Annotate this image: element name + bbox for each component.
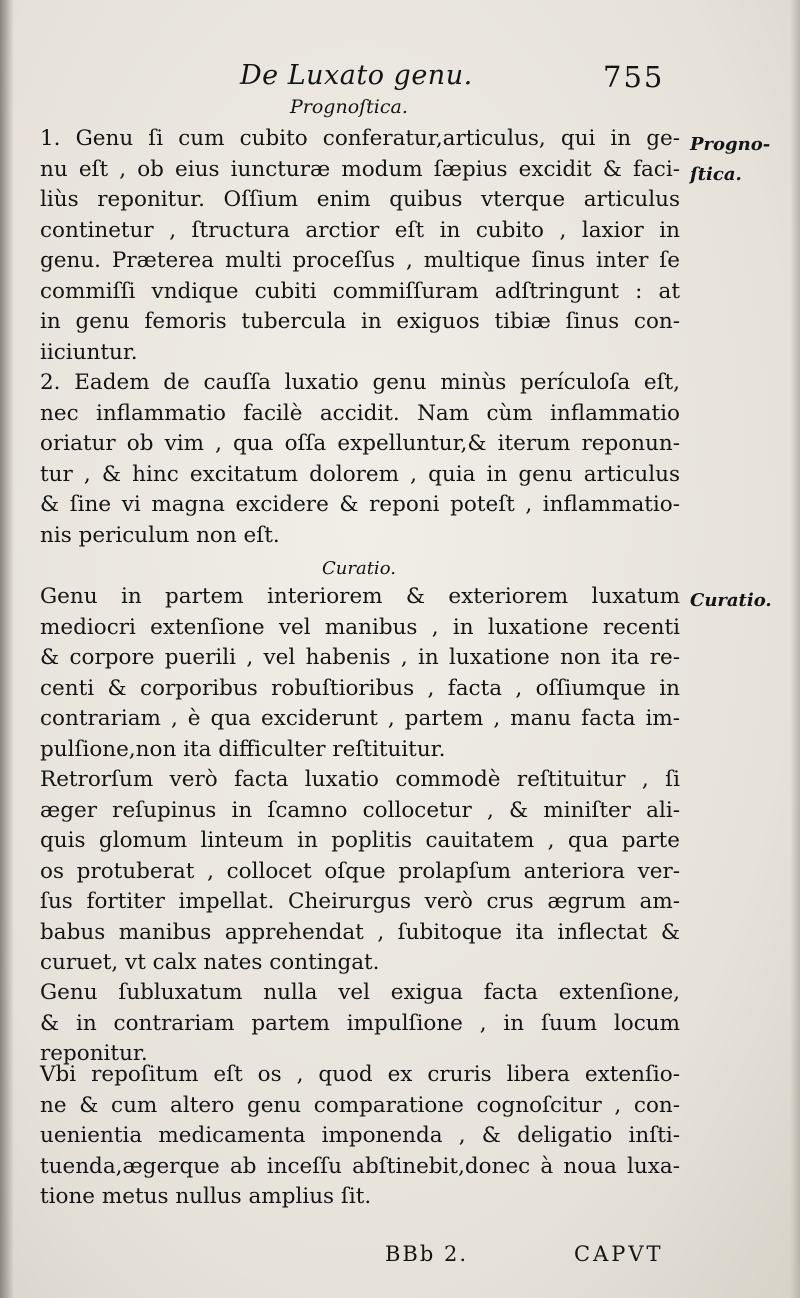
signature-mark: BBb 2. <box>385 1242 469 1266</box>
paragraph-4 <box>40 765 680 979</box>
margin-note-line: Progno- <box>690 134 771 155</box>
text-line: ſus fortiter impellat. Cheirurgus verò crus ægrum am- <box>40 889 680 914</box>
running-title: De Luxato genu. <box>240 60 473 91</box>
margin-note-line: Curatio. <box>690 590 772 611</box>
text-line: tur , & hinc excitatum dolorem , quia in genu articulus <box>40 461 680 487</box>
text-line: ne & cum altero genu comparatione cognoſcitur , con- <box>40 1092 680 1118</box>
text-line: centi & corporibus robuſtioribus , facta , oſſiumque in <box>40 675 680 701</box>
text-line: quis glomum linteum in poplitis cauitatem , qua parte <box>40 828 680 853</box>
paragraph-3 <box>40 582 680 765</box>
paragraph-2 <box>40 368 680 551</box>
margin-note-line: ſtica. <box>690 164 742 185</box>
text-line: nu eſt , ob eius iuncturæ modum ſæpius excidit & faci- <box>40 156 680 182</box>
text-line: liùs reponitur. Oſſium enim quibus vterque articulus <box>40 187 680 212</box>
text-line: & ſine vi magna excidere & reponi poteſt , inflammatio- <box>40 492 680 517</box>
section-heading-prognostica: Prognoſtica. <box>290 96 408 118</box>
text-line: tuenda,ægerque ab inceſſu abſtinebit,donec à noua luxa- <box>40 1153 680 1179</box>
text-line: Vbi repoſitum eſt os , quod ex cruris libera extenſio- <box>40 1062 680 1087</box>
text-line: & corpore puerili , vel habenis , in luxatione non ita re- <box>40 645 680 670</box>
margin-note-prognostica <box>690 130 798 190</box>
text-line: contrariam , è qua exciderunt , partem , manu facta im- <box>40 706 680 731</box>
text-line: & in contrariam partem impulſione , in ſuum locum <box>40 1010 680 1036</box>
page-edge-shadow <box>790 0 800 1298</box>
page-gutter-shadow <box>0 0 14 1298</box>
text-line: tione metus nullus amplius ſit. <box>40 1184 372 1209</box>
text-line: commiſſi vndique cubiti commiſſuram adſtringunt : at <box>40 278 680 304</box>
section-heading-curatio: Curatio. <box>322 558 396 579</box>
text-line: Genu ſubluxatum nulla vel exigua facta extenſione, <box>40 980 680 1005</box>
text-line: genu. Præterea multi proceſſus , multique ſinus inter ſe <box>40 248 680 273</box>
text-line: continetur , ſtructura arctior eſt in cubito , laxior in <box>40 217 680 243</box>
paragraph-6 <box>40 1060 680 1213</box>
text-line: oriatur ob vim , qua oſſa expelluntur,& iterum reponun- <box>40 431 680 456</box>
text-line: æger reſupinus in ſcamno collocetur , & miniſter ali- <box>40 797 680 823</box>
text-line: reponitur. <box>40 1041 148 1066</box>
text-line: curuet, vt calx nates contingat. <box>40 950 380 975</box>
paragraph-1 <box>40 124 680 368</box>
text-line: mediocri extenſione vel manibus , in luxatione recenti <box>40 614 680 640</box>
text-line: nis periculum non eſt. <box>40 522 280 548</box>
margin-note-curatio <box>690 586 798 616</box>
catchword: CAPVT <box>574 1242 664 1266</box>
text-line: in genu femoris tubercula in exiguos tibiæ ſinus con- <box>40 309 680 334</box>
text-line: pulſione,non ita difficulter reſtituitur. <box>40 736 446 762</box>
text-line: Retrorſum verò facta luxatio commodè reſtituitur , ſi <box>40 767 680 792</box>
page-number: 755 <box>603 60 665 94</box>
text-line: Genu in partem interiorem & exteriorem luxatum <box>40 584 680 609</box>
text-line: babus manibus apprehendat , ſubitoque ita inflectat & <box>40 919 680 945</box>
text-line: iiciuntur. <box>40 339 138 365</box>
text-line: 2. Eadem de cauſſa luxatio genu minùs perículoſa eſt, <box>40 370 680 395</box>
text-line: 1. Genu ſi cum cubito conferatur,articulus, qui in ge- <box>40 126 680 151</box>
text-line: nec inflammatio facilè accidit. Nam cùm inflammatio <box>40 400 680 426</box>
text-line: os protuberat , collocet oſque prolapſum anteriora ver- <box>40 858 680 884</box>
paragraph-5 <box>40 978 680 1070</box>
text-line: uenientia medicamenta imponenda , & deligatio inſti- <box>40 1123 680 1148</box>
